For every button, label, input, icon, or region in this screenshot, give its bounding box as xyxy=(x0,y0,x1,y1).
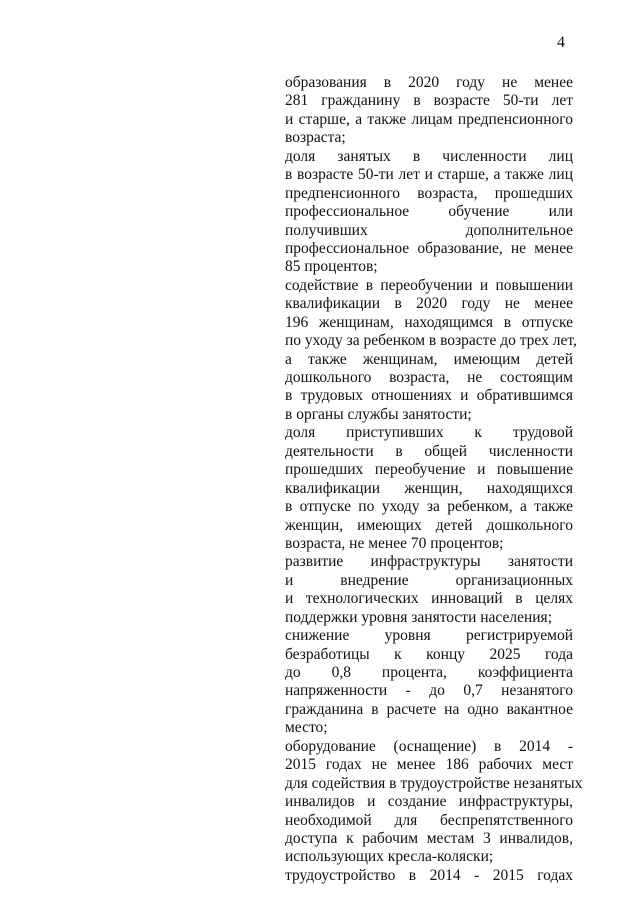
text-line: место; xyxy=(285,719,328,737)
text-line: доля занятых в численности лиц xyxy=(285,147,573,165)
text-line: доля приступивших к трудовой xyxy=(285,424,573,442)
text-line: прошедших переобучение и повышение xyxy=(285,461,573,479)
text-line: 196 женщинам, находящимся в отпуске xyxy=(285,313,573,331)
text-line: инвалидов и создание инфраструктуры, xyxy=(285,793,573,811)
text-line: 2015 годах не менее 186 рабочих мест xyxy=(285,756,573,774)
text-line: напряженности - до 0,7 незанятого xyxy=(285,682,573,700)
text-line: возраста, не менее 70 процентов; xyxy=(285,534,504,552)
text-line: 85 процентов; xyxy=(285,258,378,276)
text-line: снижение уровня регистрируемой xyxy=(285,627,573,645)
text-line: получивших дополнительное xyxy=(285,221,573,239)
text-line: деятельности в общей численности xyxy=(285,442,573,460)
text-line: в органы службы занятости; xyxy=(285,405,472,423)
text-line: профессиональное обучение или xyxy=(285,203,573,221)
text-line: профессиональное образование, не менее xyxy=(285,239,573,257)
text-line: поддержки уровня занятости населения; xyxy=(285,608,552,626)
text-line: и внедрение организационных xyxy=(285,571,573,589)
text-line: предпенсионного возраста, прошедших xyxy=(285,184,573,202)
text-line: в трудовых отношениях и обратившимся xyxy=(285,387,573,405)
text-line: развитие инфраструктуры занятости xyxy=(285,553,573,571)
text-line: необходимой для беспрепятственного xyxy=(285,811,573,829)
text-line: в возрасте 50-ти лет и старше, а также лиц xyxy=(285,166,573,184)
document-text-column xyxy=(285,74,583,885)
text-line: квалификации женщин, находящихся xyxy=(285,479,573,497)
text-line: до 0,8 процента, коэффициента xyxy=(285,664,573,681)
text-line: оборудование (оснащение) в 2014 - xyxy=(285,737,573,755)
text-line: доступа к рабочим местам 3 инвалидов, xyxy=(285,829,573,847)
text-line: и старше, а также лицам предпенсионного xyxy=(285,110,573,128)
text-line: женщин, имеющих детей дошкольного xyxy=(285,516,573,534)
text-line: для содействия в трудоустройстве незанятых xyxy=(285,774,583,792)
text-line: содействие в переобучении и повышении xyxy=(285,276,573,294)
text-line: квалификации в 2020 году не менее xyxy=(285,295,573,313)
text-line: гражданина в расчете на одно вакантное xyxy=(285,700,573,718)
text-line: а также женщинам, имеющим детей xyxy=(285,350,573,368)
text-line: безработицы к концу 2025 года xyxy=(285,645,573,663)
text-line: по уходу за ребенком в возрасте до трех лет, xyxy=(285,332,577,350)
text-line: в отпуске по уходу за ребенком, а также xyxy=(285,498,573,516)
text-line: 281 гражданину в возрасте 50-ти лет xyxy=(285,92,573,110)
text-line: возраста; xyxy=(285,129,346,147)
text-line: и технологических инноваций в целях xyxy=(285,590,573,608)
page-number: 4 xyxy=(557,34,565,51)
text-line: использующих кресла-коляски; xyxy=(285,848,494,866)
text-line: трудоустройство в 2014 - 2015 годах xyxy=(285,866,573,884)
text-line: дошкольного возраста, не состоящим xyxy=(285,369,573,386)
text-line: образования в 2020 году не менее xyxy=(285,74,573,91)
